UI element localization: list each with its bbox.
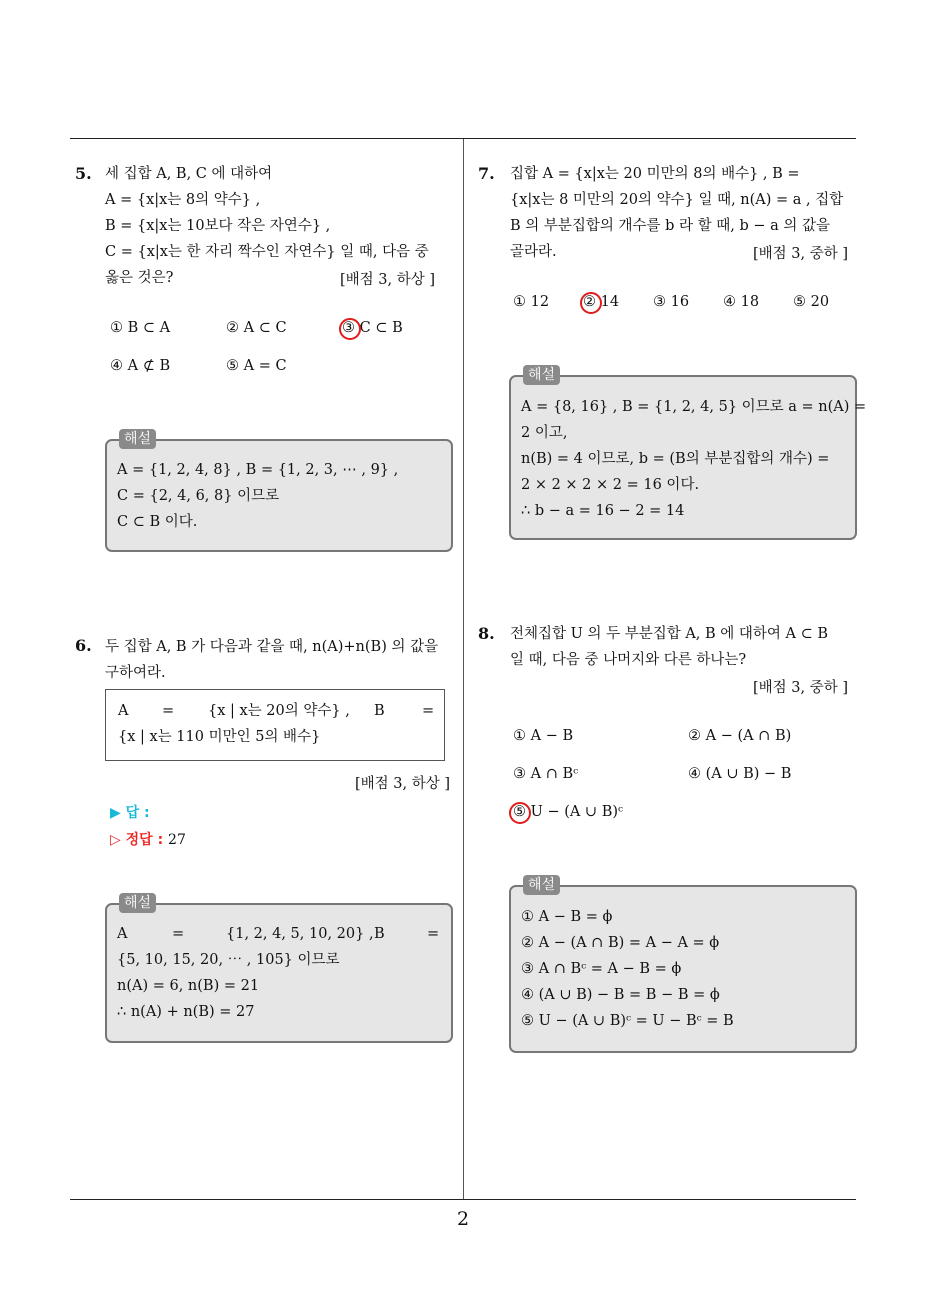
solution-label: 해설: [119, 893, 156, 913]
solution-equals: =: [172, 926, 185, 942]
question-text: A = {x|x는 8의 약수} ,: [105, 192, 261, 208]
choice-5[interactable]: ⑤ A = C: [226, 358, 287, 374]
choice-2[interactable]: ② A − (A ∩ B): [688, 728, 792, 744]
choice-4[interactable]: ④ A ⊄ B: [110, 358, 171, 374]
question-number: 5.: [75, 164, 92, 183]
given-set-b: {x | x는 110 미만인 5의 배수}: [118, 729, 321, 745]
answer-label: ▶ 답 :: [110, 805, 150, 821]
given-sets-box: [105, 689, 445, 761]
question-text: 구하여라.: [105, 665, 166, 681]
choice-2[interactable]: ② 14: [583, 294, 620, 310]
question-text: C = {x|x는 한 자리 짝수인 자연수} 일 때, 다음 중: [105, 244, 429, 260]
question-text: 세 집합 A, B, C 에 대하여: [105, 166, 273, 182]
solution-line: ∴ b − a = 16 − 2 = 14: [521, 503, 685, 519]
choice-2[interactable]: ② A ⊂ C: [226, 320, 287, 336]
solution-line: ② A − (A ∩ B) = A − A = ϕ: [521, 935, 720, 951]
marked-answer-circle: [339, 318, 361, 340]
solution-equals: =: [427, 926, 440, 942]
solution-line: C ⊂ B 이다.: [117, 514, 198, 530]
choice-4[interactable]: ④ 18: [723, 294, 760, 310]
question-number: 8.: [478, 624, 495, 643]
choice-5[interactable]: ⑤ 20: [793, 294, 830, 310]
solution-line: {5, 10, 15, 20, ⋯ , 105} 이므로: [117, 952, 340, 968]
solution-label: 해설: [119, 429, 156, 449]
question-text: 일 때, 다음 중 나머지와 다른 하나는?: [510, 652, 747, 668]
solution-line: n(B) = 4 이므로, b = (B의 부분집합의 개수) =: [521, 451, 830, 467]
solution-line: n(A) = 6, n(B) = 21: [117, 978, 260, 994]
question-text: B 의 부분집합의 개수를 b 라 할 때, b − a 의 값을: [510, 218, 831, 234]
given-set-a: {x | x는 20의 약수} ,: [208, 703, 350, 719]
score-label: [배점 3, 중하 ]: [753, 680, 849, 696]
correct-answer-row: [110, 829, 186, 849]
question-text: 전체집합 U 의 두 부분집합 A, B 에 대하여 A ⊂ B: [510, 626, 829, 642]
given-equals: =: [162, 703, 175, 719]
score-label: [배점 3, 중하 ]: [753, 246, 849, 262]
choice-3[interactable]: ③ C ⊂ B: [342, 320, 403, 336]
solution-set-b-name: B: [374, 926, 385, 942]
solution-set-a-name: A: [117, 926, 128, 942]
page-number: 2: [456, 1208, 470, 1230]
solution-line: ④ (A ∪ B) − B = B − B = ϕ: [521, 987, 720, 1003]
choice-1[interactable]: ① A − B: [513, 728, 574, 744]
bottom-rule: [70, 1199, 856, 1200]
choice-3[interactable]: ③ 16: [653, 294, 690, 310]
given-set-a-name: A: [118, 703, 129, 719]
solution-set-a: {1, 2, 4, 5, 10, 20} ,: [226, 926, 374, 942]
question-text: 옳은 것은?: [105, 270, 174, 286]
question-text: B = {x|x는 10보다 작은 자연수} ,: [105, 218, 331, 234]
marked-answer-circle: [509, 802, 531, 824]
solution-line: ① A − B = ϕ: [521, 909, 613, 925]
correct-answer-label: ▷ 정답 :: [110, 832, 164, 848]
given-set-b-name: B: [374, 703, 385, 719]
question-number: 7.: [478, 164, 495, 183]
solution-line: ∴ n(A) + n(B) = 27: [117, 1004, 255, 1020]
score-label: [배점 3, 하상 ]: [340, 272, 436, 288]
question-text: {x|x는 8 미만의 20의 약수} 일 때, n(A) = a , 집합: [510, 192, 844, 208]
given-equals: =: [422, 703, 435, 719]
choice-5[interactable]: ⑤ U − (A ∪ B)ᶜ: [513, 804, 624, 820]
question-text: 집합 A = {x|x는 20 미만의 8의 배수} , B =: [510, 166, 800, 182]
choice-4[interactable]: ④ (A ∪ B) − B: [688, 766, 792, 782]
correct-answer-value: 27: [168, 832, 186, 848]
question-number: 6.: [75, 636, 92, 655]
score-label: [배점 3, 하상 ]: [355, 776, 451, 792]
solution-line: 2 이고,: [521, 425, 568, 441]
solution-line: ③ A ∩ Bᶜ = A − B = ϕ: [521, 961, 682, 977]
question-text: 두 집합 A, B 가 다음과 같을 때, n(A)+n(B) 의 값을: [105, 639, 439, 655]
marked-answer-circle: [580, 292, 602, 314]
solution-line: A = {8, 16} , B = {1, 2, 4, 5} 이므로 a = n(A) =: [521, 399, 867, 415]
column-divider: [463, 139, 464, 1199]
choice-3[interactable]: ③ A ∩ Bᶜ: [513, 766, 579, 782]
solution-line: A = {1, 2, 4, 8} , B = {1, 2, 3, ⋯ , 9} ,: [117, 462, 399, 478]
choice-1[interactable]: ① 12: [513, 294, 550, 310]
solution-label: 해설: [523, 875, 560, 895]
solution-line: 2 × 2 × 2 × 2 = 16 이다.: [521, 477, 700, 493]
solution-line: ⑤ U − (A ∪ B)ᶜ = U − Bᶜ = B: [521, 1013, 734, 1029]
choice-1[interactable]: ① B ⊂ A: [110, 320, 171, 336]
solution-line: C = {2, 4, 6, 8} 이므로: [117, 488, 280, 504]
question-text: 골라라.: [510, 244, 557, 260]
solution-label: 해설: [523, 365, 560, 385]
